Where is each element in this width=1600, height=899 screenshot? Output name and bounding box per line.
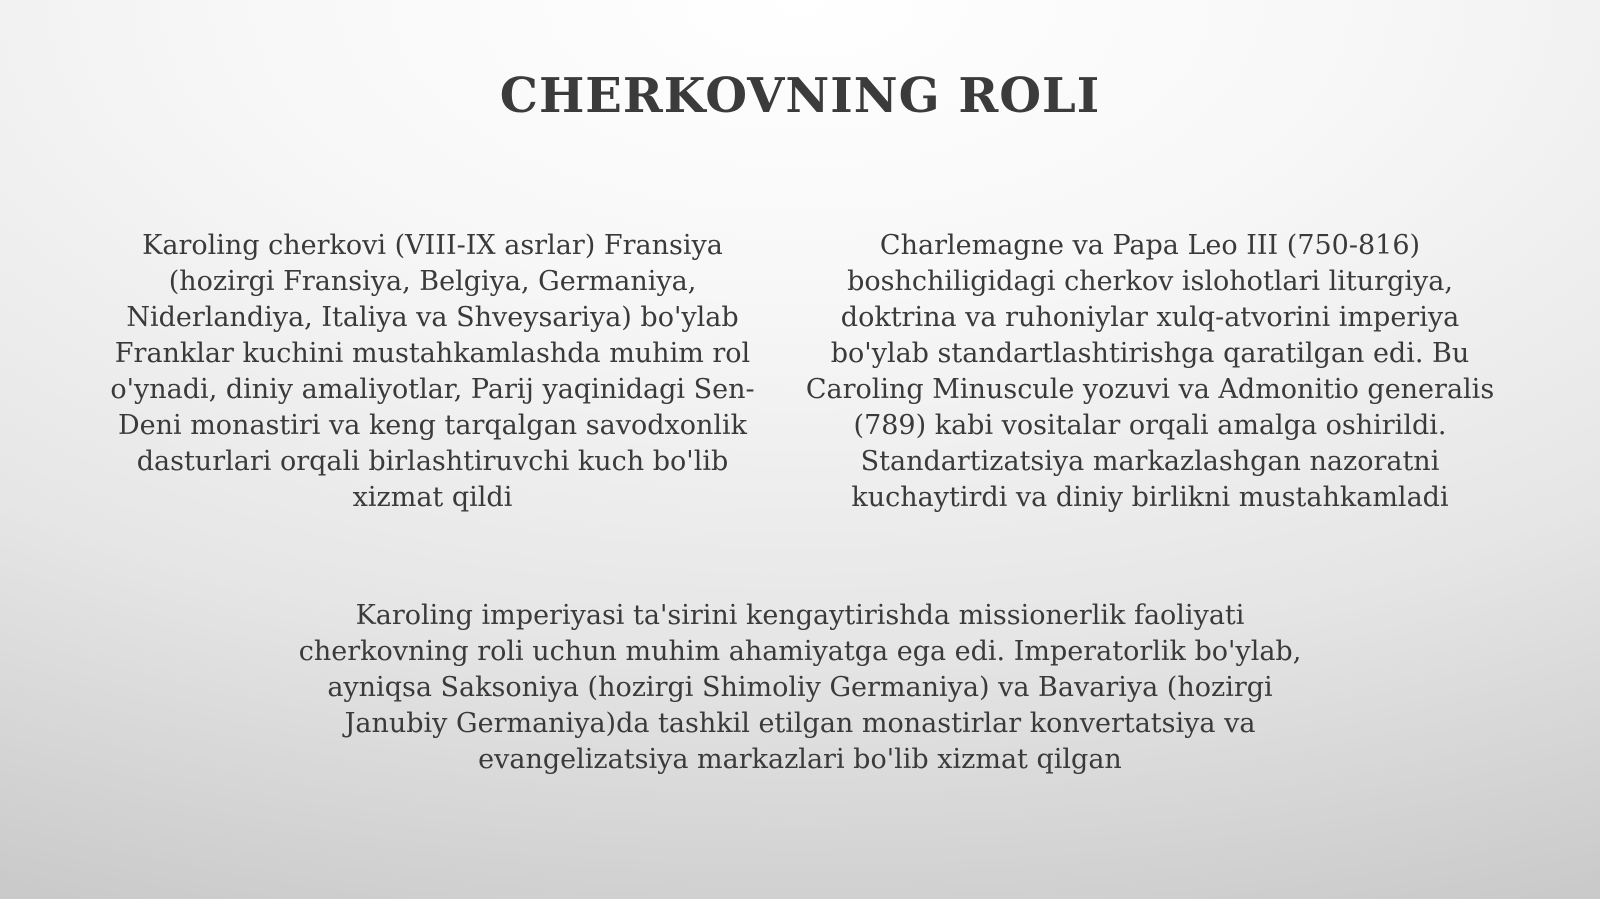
slide-title: CHERKOVNING ROLI bbox=[499, 68, 1101, 124]
bottom-paragraph: Karoling imperiyasi ta'sirini kengaytirishda missionerlik faoliyati cherkovning roli uchun muhim ahamiyatga ega edi. Imperatorlik bo'ylab, ayniqsa Saksoniya (hozirgi Shimoliy Germaniya) va Bavariya (hozirgi Janubiy Germaniya)da tashkil etilgan monastirlar konvertatsiya va evangelizatsiya markazlari bo'lib xizmat qilgan bbox=[298, 600, 1302, 775]
left-paragraph: Karoling cherkovi (VIII-IX asrlar) Fransiya (hozirgi Fransiya, Belgiya, Germaniya, Niderlandiya, Italiya va Shveysariya) bo'ylab Franklar kuchini mustahkamlashda muhim rol o'ynadi, diniy amaliyotlar, Parij yaqinidagi Sen-Deni monastiri va keng tarqalgan savodxonlik dasturlari orqali birlashtiruvchi kuch bo'lib xizmat qildi bbox=[110, 230, 755, 513]
right-paragraph: Charlemagne va Papa Leo III (750-816) boshchiligidagi cherkov islohotlari liturgiya, doktrina va ruhoniylar xulq-atvorini imperiya bo'ylab standartlashtirishga qaratilgan edi. Bu Caroling Minuscule yozuvi va Admonitio generalis (789) kabi vositalar orqali amalga oshirildi. Standartizatsiya markazlashgan nazoratni kuchaytirdi va diniy birlikni mustahkamladi bbox=[805, 230, 1495, 513]
